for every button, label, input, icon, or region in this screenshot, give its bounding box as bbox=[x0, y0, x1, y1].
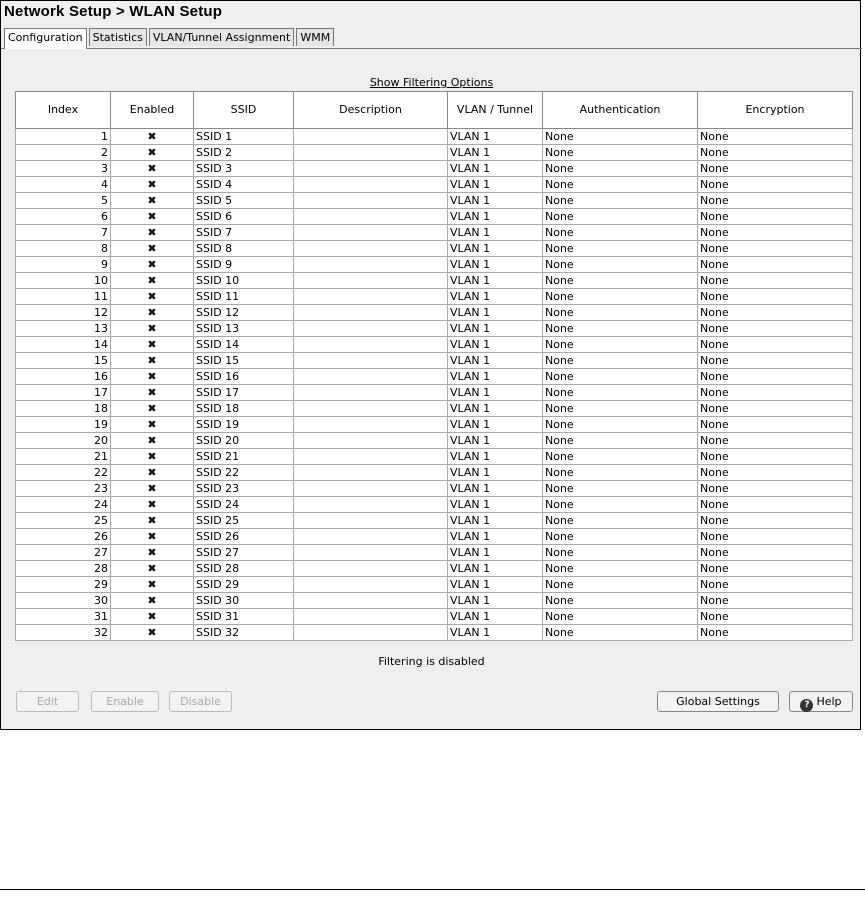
enabled-cell: ✖ bbox=[111, 305, 194, 321]
ssid-cell: SSID 12 bbox=[194, 305, 294, 321]
enabled-cell: ✖ bbox=[111, 417, 194, 433]
authentication-cell: None bbox=[543, 449, 698, 465]
enabled-cell: ✖ bbox=[111, 513, 194, 529]
authentication-cell: None bbox=[543, 193, 698, 209]
description-cell bbox=[294, 417, 448, 433]
enabled-cell: ✖ bbox=[111, 161, 194, 177]
encryption-cell: None bbox=[698, 401, 853, 417]
tab-configuration[interactable]: Configuration bbox=[4, 28, 87, 49]
enabled-cell: ✖ bbox=[111, 433, 194, 449]
description-cell bbox=[294, 449, 448, 465]
enabled-cell: ✖ bbox=[111, 529, 194, 545]
vlan-cell: VLAN 1 bbox=[448, 289, 543, 305]
column-header-authentication[interactable]: Authentication bbox=[543, 92, 698, 129]
page-divider-line bbox=[0, 889, 865, 890]
table-row[interactable] bbox=[16, 257, 853, 273]
description-cell bbox=[294, 209, 448, 225]
ssid-cell: SSID 30 bbox=[194, 593, 294, 609]
ssid-cell: SSID 2 bbox=[194, 145, 294, 161]
description-cell bbox=[294, 609, 448, 625]
enabled-cell: ✖ bbox=[111, 481, 194, 497]
vlan-cell: VLAN 1 bbox=[448, 497, 543, 513]
table-row[interactable] bbox=[16, 465, 853, 481]
encryption-cell: None bbox=[698, 385, 853, 401]
ssid-cell: SSID 26 bbox=[194, 529, 294, 545]
encryption-cell: None bbox=[698, 225, 853, 241]
enabled-cell: ✖ bbox=[111, 193, 194, 209]
table-row[interactable] bbox=[16, 321, 853, 337]
description-cell bbox=[294, 353, 448, 369]
index-cell: 28 bbox=[16, 561, 111, 577]
edit-button[interactable]: Edit bbox=[16, 691, 79, 712]
index-cell: 12 bbox=[16, 305, 111, 321]
authentication-cell: None bbox=[543, 289, 698, 305]
authentication-cell: None bbox=[543, 177, 698, 193]
description-cell bbox=[294, 465, 448, 481]
encryption-cell: None bbox=[698, 241, 853, 257]
enabled-cell: ✖ bbox=[111, 177, 194, 193]
encryption-cell: None bbox=[698, 257, 853, 273]
vlan-cell: VLAN 1 bbox=[448, 417, 543, 433]
index-cell: 22 bbox=[16, 465, 111, 481]
ssid-cell: SSID 21 bbox=[194, 449, 294, 465]
tab-wmm[interactable]: WMM bbox=[296, 28, 334, 46]
encryption-cell: None bbox=[698, 417, 853, 433]
encryption-cell: None bbox=[698, 545, 853, 561]
enabled-cell: ✖ bbox=[111, 289, 194, 305]
vlan-cell: VLAN 1 bbox=[448, 561, 543, 577]
description-cell bbox=[294, 177, 448, 193]
index-cell: 9 bbox=[16, 257, 111, 273]
description-cell bbox=[294, 545, 448, 561]
authentication-cell: None bbox=[543, 497, 698, 513]
enabled-cell: ✖ bbox=[111, 449, 194, 465]
authentication-cell: None bbox=[543, 593, 698, 609]
ssid-cell: SSID 17 bbox=[194, 385, 294, 401]
description-cell bbox=[294, 369, 448, 385]
table-row[interactable] bbox=[16, 305, 853, 321]
vlan-cell: VLAN 1 bbox=[448, 625, 543, 641]
ssid-cell: SSID 27 bbox=[194, 545, 294, 561]
vlan-cell: VLAN 1 bbox=[448, 145, 543, 161]
enabled-cell: ✖ bbox=[111, 385, 194, 401]
page-title: Network Setup > WLAN Setup bbox=[4, 3, 223, 20]
table-row[interactable] bbox=[16, 529, 853, 545]
enabled-cell: ✖ bbox=[111, 225, 194, 241]
index-cell: 31 bbox=[16, 609, 111, 625]
encryption-cell: None bbox=[698, 561, 853, 577]
index-cell: 7 bbox=[16, 225, 111, 241]
enabled-cell: ✖ bbox=[111, 577, 194, 593]
table-row[interactable] bbox=[16, 193, 853, 209]
description-cell bbox=[294, 321, 448, 337]
ssid-cell: SSID 10 bbox=[194, 273, 294, 289]
vlan-cell: VLAN 1 bbox=[448, 433, 543, 449]
table-row[interactable] bbox=[16, 609, 853, 625]
description-cell bbox=[294, 273, 448, 289]
authentication-cell: None bbox=[543, 241, 698, 257]
authentication-cell: None bbox=[543, 145, 698, 161]
index-cell: 26 bbox=[16, 529, 111, 545]
authentication-cell: None bbox=[543, 225, 698, 241]
enabled-cell: ✖ bbox=[111, 401, 194, 417]
table-row[interactable] bbox=[16, 289, 853, 305]
enabled-cell: ✖ bbox=[111, 561, 194, 577]
enabled-cell: ✖ bbox=[111, 353, 194, 369]
index-cell: 10 bbox=[16, 273, 111, 289]
index-cell: 19 bbox=[16, 417, 111, 433]
description-cell bbox=[294, 481, 448, 497]
ssid-cell: SSID 8 bbox=[194, 241, 294, 257]
encryption-cell: None bbox=[698, 577, 853, 593]
authentication-cell: None bbox=[543, 321, 698, 337]
ssid-cell: SSID 29 bbox=[194, 577, 294, 593]
index-cell: 32 bbox=[16, 625, 111, 641]
description-cell bbox=[294, 145, 448, 161]
enabled-cell: ✖ bbox=[111, 273, 194, 289]
ssid-cell: SSID 5 bbox=[194, 193, 294, 209]
index-cell: 14 bbox=[16, 337, 111, 353]
table-row[interactable] bbox=[16, 225, 853, 241]
ssid-cell: SSID 15 bbox=[194, 353, 294, 369]
table-row[interactable] bbox=[16, 337, 853, 353]
description-cell bbox=[294, 513, 448, 529]
description-cell bbox=[294, 577, 448, 593]
encryption-cell: None bbox=[698, 337, 853, 353]
encryption-cell: None bbox=[698, 353, 853, 369]
vlan-cell: VLAN 1 bbox=[448, 369, 543, 385]
vlan-cell: VLAN 1 bbox=[448, 161, 543, 177]
index-cell: 17 bbox=[16, 385, 111, 401]
description-cell bbox=[294, 561, 448, 577]
encryption-cell: None bbox=[698, 625, 853, 641]
index-cell: 2 bbox=[16, 145, 111, 161]
index-cell: 18 bbox=[16, 401, 111, 417]
encryption-cell: None bbox=[698, 481, 853, 497]
vlan-cell: VLAN 1 bbox=[448, 129, 543, 145]
help-button-label: Help bbox=[816, 695, 842, 708]
table-row[interactable] bbox=[16, 545, 853, 561]
ssid-cell: SSID 6 bbox=[194, 209, 294, 225]
ssid-cell: SSID 28 bbox=[194, 561, 294, 577]
table-row[interactable] bbox=[16, 369, 853, 385]
authentication-cell: None bbox=[543, 385, 698, 401]
enabled-cell: ✖ bbox=[111, 369, 194, 385]
table-row[interactable] bbox=[16, 449, 853, 465]
table-row[interactable] bbox=[16, 177, 853, 193]
vlan-cell: VLAN 1 bbox=[448, 225, 543, 241]
vlan-cell: VLAN 1 bbox=[448, 545, 543, 561]
encryption-cell: None bbox=[698, 433, 853, 449]
help-button[interactable] bbox=[789, 691, 853, 712]
column-header-encryption[interactable]: Encryption bbox=[698, 92, 853, 129]
description-cell bbox=[294, 593, 448, 609]
enabled-cell: ✖ bbox=[111, 545, 194, 561]
ssid-cell: SSID 22 bbox=[194, 465, 294, 481]
description-cell bbox=[294, 289, 448, 305]
enabled-cell: ✖ bbox=[111, 209, 194, 225]
table-row[interactable] bbox=[16, 129, 853, 145]
table-row[interactable] bbox=[16, 593, 853, 609]
vlan-cell: VLAN 1 bbox=[448, 241, 543, 257]
encryption-cell: None bbox=[698, 177, 853, 193]
encryption-cell: None bbox=[698, 129, 853, 145]
enabled-cell: ✖ bbox=[111, 257, 194, 273]
encryption-cell: None bbox=[698, 497, 853, 513]
ssid-cell: SSID 32 bbox=[194, 625, 294, 641]
ssid-cell: SSID 13 bbox=[194, 321, 294, 337]
table-row[interactable] bbox=[16, 625, 853, 641]
enabled-cell: ✖ bbox=[111, 609, 194, 625]
column-header-description[interactable]: Description bbox=[294, 92, 448, 129]
index-cell: 4 bbox=[16, 177, 111, 193]
table-row[interactable] bbox=[16, 353, 853, 369]
enabled-cell: ✖ bbox=[111, 241, 194, 257]
vlan-cell: VLAN 1 bbox=[448, 385, 543, 401]
encryption-cell: None bbox=[698, 145, 853, 161]
description-cell bbox=[294, 193, 448, 209]
table-row[interactable] bbox=[16, 145, 853, 161]
authentication-cell: None bbox=[543, 305, 698, 321]
encryption-cell: None bbox=[698, 209, 853, 225]
index-cell: 8 bbox=[16, 241, 111, 257]
column-header-enabled[interactable]: Enabled bbox=[111, 92, 194, 129]
encryption-cell: None bbox=[698, 369, 853, 385]
description-cell bbox=[294, 161, 448, 177]
encryption-cell: None bbox=[698, 609, 853, 625]
ssid-cell: SSID 20 bbox=[194, 433, 294, 449]
vlan-cell: VLAN 1 bbox=[448, 177, 543, 193]
enabled-cell: ✖ bbox=[111, 337, 194, 353]
vlan-cell: VLAN 1 bbox=[448, 593, 543, 609]
authentication-cell: None bbox=[543, 433, 698, 449]
table-row[interactable] bbox=[16, 417, 853, 433]
help-icon: ? bbox=[800, 699, 813, 712]
ssid-cell: SSID 11 bbox=[194, 289, 294, 305]
description-cell bbox=[294, 337, 448, 353]
column-header-vlan-tunnel[interactable]: VLAN / Tunnel bbox=[448, 92, 543, 129]
vlan-cell: VLAN 1 bbox=[448, 577, 543, 593]
column-header-ssid[interactable]: SSID bbox=[194, 92, 294, 129]
description-cell bbox=[294, 257, 448, 273]
index-cell: 3 bbox=[16, 161, 111, 177]
ssid-cell: SSID 31 bbox=[194, 609, 294, 625]
authentication-cell: None bbox=[543, 273, 698, 289]
authentication-cell: None bbox=[543, 529, 698, 545]
vlan-cell: VLAN 1 bbox=[448, 465, 543, 481]
ssid-cell: SSID 16 bbox=[194, 369, 294, 385]
table-row[interactable] bbox=[16, 385, 853, 401]
index-cell: 5 bbox=[16, 193, 111, 209]
index-cell: 30 bbox=[16, 593, 111, 609]
ssid-cell: SSID 18 bbox=[194, 401, 294, 417]
vlan-cell: VLAN 1 bbox=[448, 401, 543, 417]
authentication-cell: None bbox=[543, 353, 698, 369]
tab-statistics[interactable]: Statistics bbox=[89, 28, 147, 46]
authentication-cell: None bbox=[543, 545, 698, 561]
enabled-cell: ✖ bbox=[111, 145, 194, 161]
index-cell: 1 bbox=[16, 129, 111, 145]
encryption-cell: None bbox=[698, 449, 853, 465]
table-row[interactable] bbox=[16, 161, 853, 177]
index-cell: 16 bbox=[16, 369, 111, 385]
description-cell bbox=[294, 529, 448, 545]
vlan-cell: VLAN 1 bbox=[448, 193, 543, 209]
ssid-cell: SSID 3 bbox=[194, 161, 294, 177]
disable-button[interactable]: Disable bbox=[169, 691, 232, 712]
vlan-cell: VLAN 1 bbox=[448, 481, 543, 497]
enable-button[interactable]: Enable bbox=[91, 691, 159, 712]
vlan-cell: VLAN 1 bbox=[448, 353, 543, 369]
ssid-cell: SSID 4 bbox=[194, 177, 294, 193]
tab-vlan-tunnel-assignment[interactable]: VLAN/Tunnel Assignment bbox=[149, 28, 294, 46]
ssid-cell: SSID 25 bbox=[194, 513, 294, 529]
authentication-cell: None bbox=[543, 625, 698, 641]
description-cell bbox=[294, 305, 448, 321]
index-cell: 27 bbox=[16, 545, 111, 561]
ssid-cell: SSID 14 bbox=[194, 337, 294, 353]
encryption-cell: None bbox=[698, 193, 853, 209]
index-cell: 29 bbox=[16, 577, 111, 593]
index-cell: 21 bbox=[16, 449, 111, 465]
index-cell: 13 bbox=[16, 321, 111, 337]
vlan-cell: VLAN 1 bbox=[448, 305, 543, 321]
authentication-cell: None bbox=[543, 561, 698, 577]
column-header-index[interactable]: Index bbox=[16, 92, 111, 129]
ssid-cell: SSID 9 bbox=[194, 257, 294, 273]
encryption-cell: None bbox=[698, 513, 853, 529]
table-header-row bbox=[16, 92, 853, 129]
index-cell: 6 bbox=[16, 209, 111, 225]
index-cell: 24 bbox=[16, 497, 111, 513]
authentication-cell: None bbox=[543, 369, 698, 385]
authentication-cell: None bbox=[543, 465, 698, 481]
vlan-cell: VLAN 1 bbox=[448, 449, 543, 465]
authentication-cell: None bbox=[543, 481, 698, 497]
enabled-cell: ✖ bbox=[111, 625, 194, 641]
enabled-cell: ✖ bbox=[111, 321, 194, 337]
encryption-cell: None bbox=[698, 305, 853, 321]
wlan-table-container bbox=[15, 91, 852, 641]
table-row[interactable] bbox=[16, 209, 853, 225]
table-row[interactable] bbox=[16, 513, 853, 529]
table-row[interactable] bbox=[16, 433, 853, 449]
description-cell bbox=[294, 433, 448, 449]
ssid-cell: SSID 24 bbox=[194, 497, 294, 513]
vlan-cell: VLAN 1 bbox=[448, 257, 543, 273]
index-cell: 11 bbox=[16, 289, 111, 305]
authentication-cell: None bbox=[543, 513, 698, 529]
description-cell bbox=[294, 401, 448, 417]
description-cell bbox=[294, 225, 448, 241]
authentication-cell: None bbox=[543, 129, 698, 145]
authentication-cell: None bbox=[543, 609, 698, 625]
vlan-cell: VLAN 1 bbox=[448, 273, 543, 289]
index-cell: 20 bbox=[16, 433, 111, 449]
encryption-cell: None bbox=[698, 273, 853, 289]
description-cell bbox=[294, 497, 448, 513]
encryption-cell: None bbox=[698, 529, 853, 545]
encryption-cell: None bbox=[698, 465, 853, 481]
description-cell bbox=[294, 625, 448, 641]
authentication-cell: None bbox=[543, 577, 698, 593]
encryption-cell: None bbox=[698, 321, 853, 337]
ssid-cell: SSID 1 bbox=[194, 129, 294, 145]
ssid-cell: SSID 19 bbox=[194, 417, 294, 433]
index-cell: 15 bbox=[16, 353, 111, 369]
table-row[interactable] bbox=[16, 481, 853, 497]
table-row[interactable] bbox=[16, 241, 853, 257]
enabled-cell: ✖ bbox=[111, 593, 194, 609]
table-row[interactable] bbox=[16, 561, 853, 577]
vlan-cell: VLAN 1 bbox=[448, 209, 543, 225]
enabled-cell: ✖ bbox=[111, 129, 194, 145]
index-cell: 23 bbox=[16, 481, 111, 497]
enabled-cell: ✖ bbox=[111, 497, 194, 513]
vlan-cell: VLAN 1 bbox=[448, 321, 543, 337]
description-cell bbox=[294, 385, 448, 401]
description-cell bbox=[294, 241, 448, 257]
ssid-cell: SSID 7 bbox=[194, 225, 294, 241]
vlan-cell: VLAN 1 bbox=[448, 609, 543, 625]
encryption-cell: None bbox=[698, 289, 853, 305]
table-row[interactable] bbox=[16, 497, 853, 513]
index-cell: 25 bbox=[16, 513, 111, 529]
authentication-cell: None bbox=[543, 401, 698, 417]
vlan-cell: VLAN 1 bbox=[448, 529, 543, 545]
authentication-cell: None bbox=[543, 209, 698, 225]
filtering-status: Filtering is disabled bbox=[378, 655, 485, 668]
ssid-cell: SSID 23 bbox=[194, 481, 294, 497]
wlan-table bbox=[15, 91, 853, 641]
vlan-cell: VLAN 1 bbox=[448, 337, 543, 353]
show-filtering-options-link[interactable]: Show Filtering Options bbox=[369, 76, 494, 89]
description-cell bbox=[294, 129, 448, 145]
vlan-cell: VLAN 1 bbox=[448, 513, 543, 529]
authentication-cell: None bbox=[543, 161, 698, 177]
authentication-cell: None bbox=[543, 417, 698, 433]
table-row[interactable] bbox=[16, 577, 853, 593]
global-settings-button[interactable]: Global Settings bbox=[657, 691, 779, 712]
tab-bar bbox=[4, 28, 336, 49]
table-row[interactable] bbox=[16, 273, 853, 289]
enabled-cell: ✖ bbox=[111, 465, 194, 481]
authentication-cell: None bbox=[543, 257, 698, 273]
encryption-cell: None bbox=[698, 161, 853, 177]
table-row[interactable] bbox=[16, 401, 853, 417]
encryption-cell: None bbox=[698, 593, 853, 609]
authentication-cell: None bbox=[543, 337, 698, 353]
